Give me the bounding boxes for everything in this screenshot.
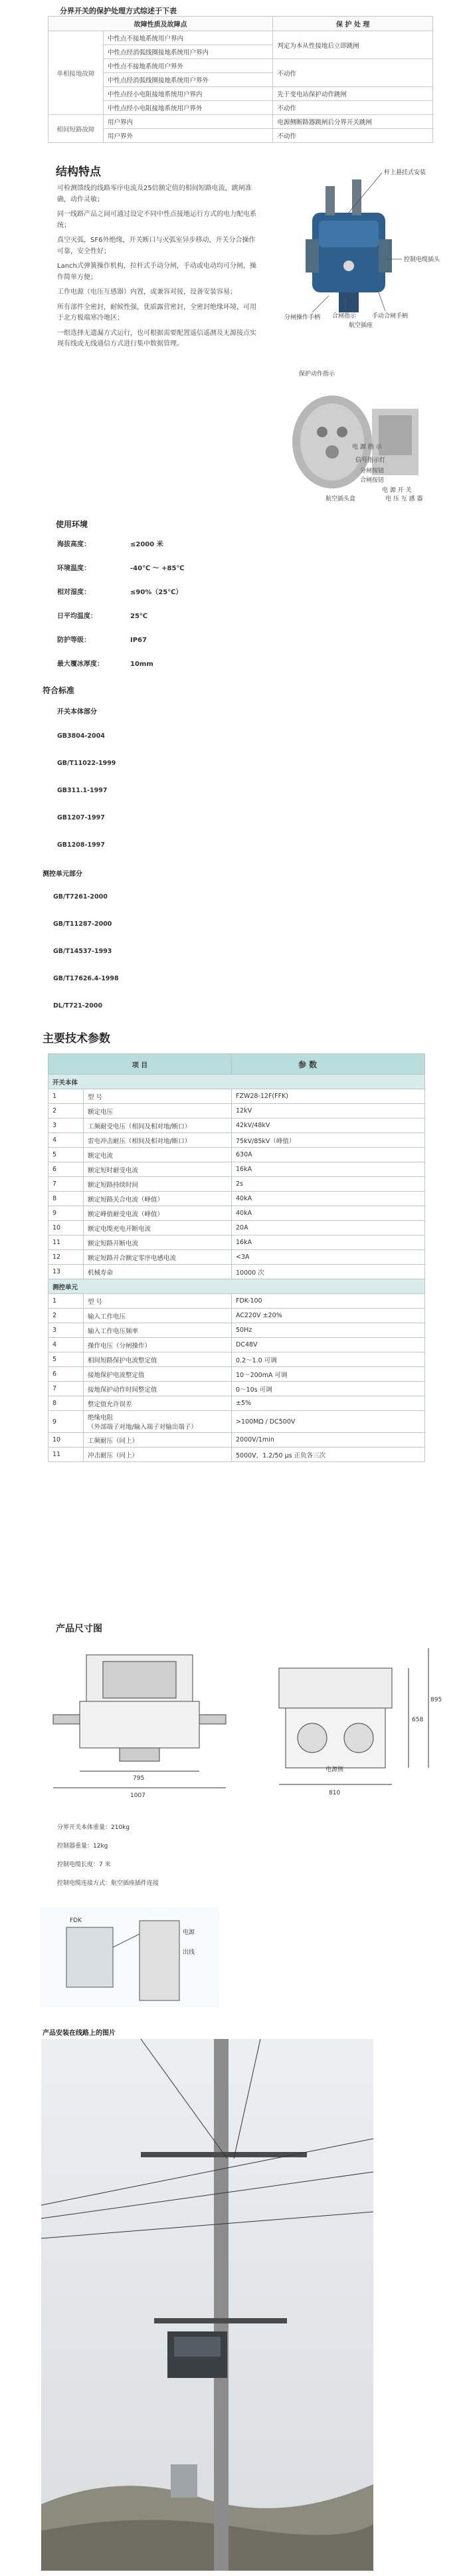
tech-index: 2 <box>48 1309 84 1323</box>
installation-sketch <box>40 1907 219 2007</box>
p2-top: 保护动作指示 <box>299 371 335 377</box>
tech-index: 2 <box>48 1104 84 1119</box>
install-label: FDK <box>70 1917 82 1924</box>
protection-title: 分界开关的保护处理方式综述于下表 <box>60 7 177 15</box>
label-manual-lever: 分闸操作手柄 <box>284 314 321 321</box>
tech-value: ±5% <box>232 1396 425 1411</box>
tech-value: <3A <box>232 1250 425 1265</box>
tech-item: 工频耐压（同上） <box>84 1433 232 1448</box>
env-row <box>57 634 147 644</box>
tech-row <box>48 1265 425 1279</box>
tech-item: 额定短路开断电流 <box>84 1235 232 1250</box>
p2-e: 电 源 开 关 <box>382 487 412 494</box>
tech-index: 11 <box>48 1448 84 1462</box>
installation-photo <box>41 2039 373 2571</box>
tech-index: 6 <box>48 1367 84 1382</box>
tech-value: 10～200mA 可调 <box>232 1367 425 1382</box>
tech-index: 1 <box>48 1294 84 1309</box>
tech-index: 9 <box>48 1411 84 1433</box>
tech-item: 型 号 <box>84 1294 232 1309</box>
tech-value: FDK-100 <box>232 1294 425 1309</box>
tech-row <box>48 1309 425 1323</box>
tech-item: 型 号 <box>84 1089 232 1104</box>
tech-value: 50Hz <box>232 1323 425 1338</box>
dimensions-heading: 产品尺寸图 <box>56 1624 102 1634</box>
structure-para: 真空灭弧，SF6外绝缘，开关断口与灭弧室异步移动，开关分合操作可靠，安全性好； <box>57 237 256 255</box>
tech-value: 0.2～1.0 可调 <box>232 1352 425 1367</box>
p2-a: 电 源 指 示 <box>352 444 382 451</box>
tech-row <box>48 1235 425 1250</box>
tech-row <box>48 1192 425 1206</box>
tech-index: 8 <box>48 1192 84 1206</box>
tech-header-item: 项 目 <box>48 1054 232 1075</box>
tech-item: 额定短路持续时间 <box>84 1177 232 1192</box>
tech-value: 42kV/48kV <box>232 1119 425 1133</box>
switch-standards-heading: 开关本体部分 <box>57 708 97 716</box>
group-name: 单相接地故障 <box>48 31 104 115</box>
env-value: ≤90%（25℃） <box>130 589 183 596</box>
dim-side-h1: 658 <box>412 1717 424 1723</box>
tech-row <box>48 1448 425 1462</box>
tech-row <box>48 1133 425 1148</box>
tech-index: 11 <box>48 1235 84 1250</box>
tech-value: 10000 次 <box>232 1265 425 1279</box>
tech-row <box>48 1433 425 1448</box>
tech-index: 4 <box>48 1133 84 1148</box>
env-row <box>57 610 147 620</box>
env-row <box>57 538 163 548</box>
env-value: IP67 <box>130 637 147 644</box>
tech-value: >100MΩ / DC500V <box>232 1411 425 1433</box>
tech-item: 绝缘电阻 （外部端子对地/输入端子对输出端子） <box>84 1411 232 1433</box>
env-value: 25℃ <box>130 613 148 620</box>
tech-value: 20A <box>232 1221 425 1235</box>
dim-note: 控制器重量：12kg <box>57 1843 108 1850</box>
tech-value: 5000V，1.2/50 μs 正负各三次 <box>232 1448 425 1462</box>
p2-f: 电 压 互 感 器 <box>385 496 423 502</box>
tech-value: 2000V/1min <box>232 1433 425 1448</box>
tech-row <box>48 1148 425 1162</box>
tech-row <box>48 1338 425 1352</box>
env-row <box>57 562 185 572</box>
tech-item: 冲击耐压（同上） <box>84 1448 232 1462</box>
tech-item: 操作电压（分闸操作） <box>84 1338 232 1352</box>
structure-para: 所有部件全密封，耐候性强，优质露营密封，全密封绝缘环境，可用于北方极端寒冷地区； <box>57 303 256 322</box>
fault-cell: 中性点经小电阻接地系统用户界内 <box>104 87 273 101</box>
protection-table <box>48 16 433 143</box>
fault-cell: 中性点经消弧线圈接地系统用户界外 <box>104 73 273 87</box>
tech-row <box>48 1382 425 1396</box>
structure-heading: 结构特点 <box>56 165 101 179</box>
env-label: 最大覆冰厚度： <box>57 661 104 668</box>
label-indicator: 合闸指示 <box>332 313 357 320</box>
structure-para: 工作电源（电压互感器）内置，或兼容对接，设备安装容易； <box>57 288 236 296</box>
tech-index: 7 <box>48 1177 84 1192</box>
p2-c: 分闸按钮 <box>360 468 385 475</box>
action-cell: 不动作 <box>273 101 433 115</box>
action-cell: 判定为本从性接地后立即跳闸 <box>273 31 433 59</box>
tech-item: 雷电冲击耐压（相间及相对地/断口） <box>84 1133 232 1148</box>
tech-value: 75kV/85kV（峰值） <box>232 1133 425 1148</box>
env-heading: 使用环境 <box>56 520 88 529</box>
install-label: 出线 <box>183 1949 195 1956</box>
fault-cell: 中性点不接地系统用户界内 <box>104 31 273 45</box>
tech-item: 额定峰值耐受电流（峰值） <box>84 1206 232 1221</box>
p2-g: 航空插头盒 <box>326 496 356 502</box>
side-view-drawing <box>259 1642 445 1801</box>
dim-side-h2: 895 <box>430 1697 442 1703</box>
tech-row <box>48 1250 425 1265</box>
tech-item: 输入工作电压频率 <box>84 1323 232 1338</box>
fault-cell: 中性点经小电阻接地系统用户界外 <box>104 101 273 115</box>
tech-index: 5 <box>48 1352 84 1367</box>
tech-index: 10 <box>48 1433 84 1448</box>
tech-value: 630A <box>232 1148 425 1162</box>
label-top: 杆上悬挂式安装 <box>384 169 426 176</box>
env-label: 防护等级： <box>57 637 90 644</box>
switch-photo-figure <box>266 160 445 366</box>
tech-row <box>48 1089 425 1104</box>
standard-item: GB3804-2004 <box>57 732 105 740</box>
tech-section2-rows <box>48 1294 425 1462</box>
tech-item: 额定电压 <box>84 1104 232 1119</box>
standard-item: GB/T11022-1999 <box>57 760 116 767</box>
tech-value: FZW28-12F(FFK) <box>232 1089 425 1104</box>
group-name: 相间短路故障 <box>48 115 104 143</box>
standard-item: GB311.1-1997 <box>57 787 108 794</box>
dim-note: 控制电缆连接方式：航空插座插件连接 <box>57 1880 159 1887</box>
tech-row <box>48 1162 425 1177</box>
tech-index: 10 <box>48 1221 84 1235</box>
standard-item: GB1208-1997 <box>57 841 105 849</box>
dim-note: 分界开关本体重量：210kg <box>57 1824 130 1831</box>
tech-value: 16kA <box>232 1235 425 1250</box>
dim-side-w: 810 <box>329 1790 341 1796</box>
env-label: 相对湿度： <box>57 589 90 596</box>
p2-d: 合闸按钮 <box>360 477 385 484</box>
tech-section1-rows <box>48 1089 425 1279</box>
tech-index: 9 <box>48 1206 84 1221</box>
protection-header-fault: 故障性质及故障点 <box>48 17 273 31</box>
p2-b: 信号指示灯 <box>355 457 386 464</box>
structure-para: 同一线路产品之间可通过设定不同中性点接地运行方式的电力配电系统； <box>57 211 256 229</box>
front-view-drawing <box>40 1648 239 1801</box>
action-cell: 不动作 <box>273 59 433 87</box>
tech-index: 13 <box>48 1265 84 1279</box>
tech-value: 16kA <box>232 1162 425 1177</box>
env-row <box>57 586 182 596</box>
standard-item: GB1207-1997 <box>57 814 105 821</box>
install-label: 电源 <box>183 1929 195 1936</box>
structure-para: 可检测馈线的线路零序电流及25倍额定值的相间短路电流，跳闸准确，动作灵敏； <box>57 185 252 203</box>
tech-item: 工频耐受电压（相间及相对地/断口） <box>84 1119 232 1133</box>
tech-value: 2s <box>232 1177 425 1192</box>
env-label: 海拔高度： <box>57 541 90 548</box>
tech-header-value: 参 数 <box>232 1054 425 1075</box>
fault-cell: 用户界外 <box>104 129 273 143</box>
dim-front-w1: 795 <box>133 1775 145 1782</box>
structure-para: Lanch式弹簧操作机构，拉杆式手动分闸，手动或电动均可分闸，操作简单方便； <box>57 263 256 281</box>
action-cell: 先于变电站保护动作跳闸 <box>273 87 433 101</box>
tech-item: 整定值允许误差 <box>84 1396 232 1411</box>
structure-para: 一组选择无遗漏方式运行，也可根据需要配置遥信遥测及无源接点实现有线或无线通信方式进行集中数据管理。 <box>57 329 256 348</box>
standard-item: GB/T11287-2000 <box>53 920 112 928</box>
control-box-figure <box>286 369 445 502</box>
tech-item: 额定电流 <box>84 1148 232 1162</box>
tech-row <box>48 1294 425 1309</box>
tech-index: 1 <box>48 1089 84 1104</box>
action-cell: 电源侧断路器跳闸后分界开关跳闸 <box>273 115 433 129</box>
tech-index: 3 <box>48 1323 84 1338</box>
tech-value: AC220V ±20% <box>232 1309 425 1323</box>
photo-heading: 产品安装在线路上的图片 <box>43 2030 116 2037</box>
tech-value: 0～10s 可调 <box>232 1382 425 1396</box>
tech-row <box>48 1411 425 1433</box>
tech-item: 额定短路关合电流（峰值） <box>84 1192 232 1206</box>
tech-item: 机械寿命 <box>84 1265 232 1279</box>
tech-row <box>48 1352 425 1367</box>
env-label: 环境温度： <box>57 565 90 572</box>
tech-item: 接地保护电流整定值 <box>84 1367 232 1382</box>
tech-table <box>48 1053 425 1462</box>
tech-item: 额定电缆充电开断电流 <box>84 1221 232 1235</box>
tech-row <box>48 1206 425 1221</box>
env-value: 10mm <box>130 661 153 668</box>
tech-index: 5 <box>48 1148 84 1162</box>
tech-value: 12kV <box>232 1104 425 1119</box>
tech-item: 额定短时耐受电流 <box>84 1162 232 1177</box>
label-switch-handle: 手动合闸手柄 <box>372 313 409 320</box>
structure-text <box>57 183 256 354</box>
dim-front-w2: 1007 <box>130 1792 145 1799</box>
standard-item: GB/T17626.4-1998 <box>53 975 119 982</box>
tech-row <box>48 1221 425 1235</box>
protection-header-action: 保 护 处 理 <box>273 17 433 31</box>
fault-cell: 中性点经消弧线圈接地系统用户界内 <box>104 45 273 59</box>
tech-value: DC48V <box>232 1338 425 1352</box>
standard-item: DL/T721-2000 <box>53 1002 103 1010</box>
tech-row <box>48 1367 425 1382</box>
standard-item: GB/T14537-1993 <box>53 948 112 955</box>
tech-index: 3 <box>48 1119 84 1133</box>
tech-row <box>48 1104 425 1119</box>
fault-cell: 用户界内 <box>104 115 273 129</box>
tech-index: 6 <box>48 1162 84 1177</box>
env-value: ≤2000 米 <box>130 541 163 548</box>
tech-index: 12 <box>48 1250 84 1265</box>
env-value: -40℃ ～ +85℃ <box>130 565 185 572</box>
tech-section: 测控单元 <box>48 1279 425 1294</box>
tech-row <box>48 1119 425 1133</box>
dim-note: 控制电缆长度：7 米 <box>57 1862 111 1868</box>
tech-index: 8 <box>48 1396 84 1411</box>
tech-row <box>48 1396 425 1411</box>
tech-index: 4 <box>48 1338 84 1352</box>
tech-item: 输入工作电压 <box>84 1309 232 1323</box>
tech-value: 40kA <box>232 1192 425 1206</box>
tech-item: 额定短路开合额定零序电感电流 <box>84 1250 232 1265</box>
tech-item: 相间短路保护电流整定值 <box>84 1352 232 1367</box>
tech-section: 开关本体 <box>48 1075 425 1089</box>
standards-heading: 符合标准 <box>43 686 75 695</box>
tech-index: 7 <box>48 1382 84 1396</box>
tech-value: 40kA <box>232 1206 425 1221</box>
tech-row <box>48 1323 425 1338</box>
control-standards-heading: 测控单元部分 <box>43 871 82 878</box>
tech-item: 接地保护动作时间整定值 <box>84 1382 232 1396</box>
env-label: 日平均温度： <box>57 613 97 620</box>
tech-heading: 主要技术参数 <box>43 1032 110 1045</box>
action-cell: 不动作 <box>273 129 433 143</box>
standard-item: GB/T7261-2000 <box>53 893 108 901</box>
label-aviation: 航空插座 <box>349 322 373 329</box>
env-row <box>57 658 153 668</box>
label-control-box: 控制电缆插头 <box>404 257 440 263</box>
fault-cell: 中性点不接地系统用户界外 <box>104 59 273 73</box>
tech-row <box>48 1177 425 1192</box>
side-label: 电源侧 <box>326 1767 344 1773</box>
